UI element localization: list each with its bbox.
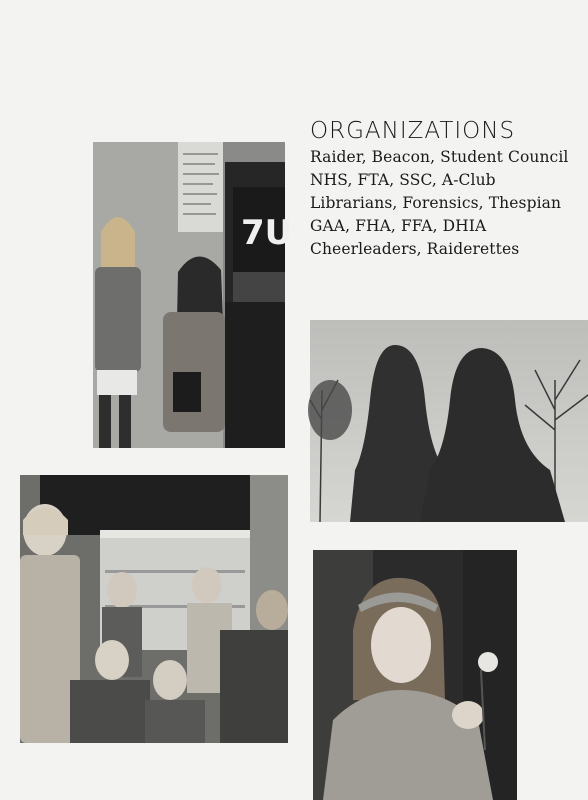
organization-list [310, 146, 586, 261]
org-line: Raider, Beacon, Student Council [310, 148, 569, 166]
org-line: Librarians, Forensics, Thespian [310, 194, 562, 212]
photo-girls-vending-machine [93, 142, 293, 448]
organizations-text-block [310, 116, 586, 261]
org-line: NHS, FTA, SSC, A-Club [310, 171, 496, 189]
photo-silhouettes [310, 320, 588, 522]
org-line: GAA, FHA, FFA, DHIA [310, 217, 487, 235]
page-heading: ORGANIZATIONS [310, 118, 516, 144]
photo-boys-laboratory [20, 475, 288, 743]
vending-sign-text: 7U [241, 213, 293, 253]
photo-girl-with-flower [313, 550, 517, 800]
org-line: Cheerleaders, Raiderettes [310, 240, 520, 258]
